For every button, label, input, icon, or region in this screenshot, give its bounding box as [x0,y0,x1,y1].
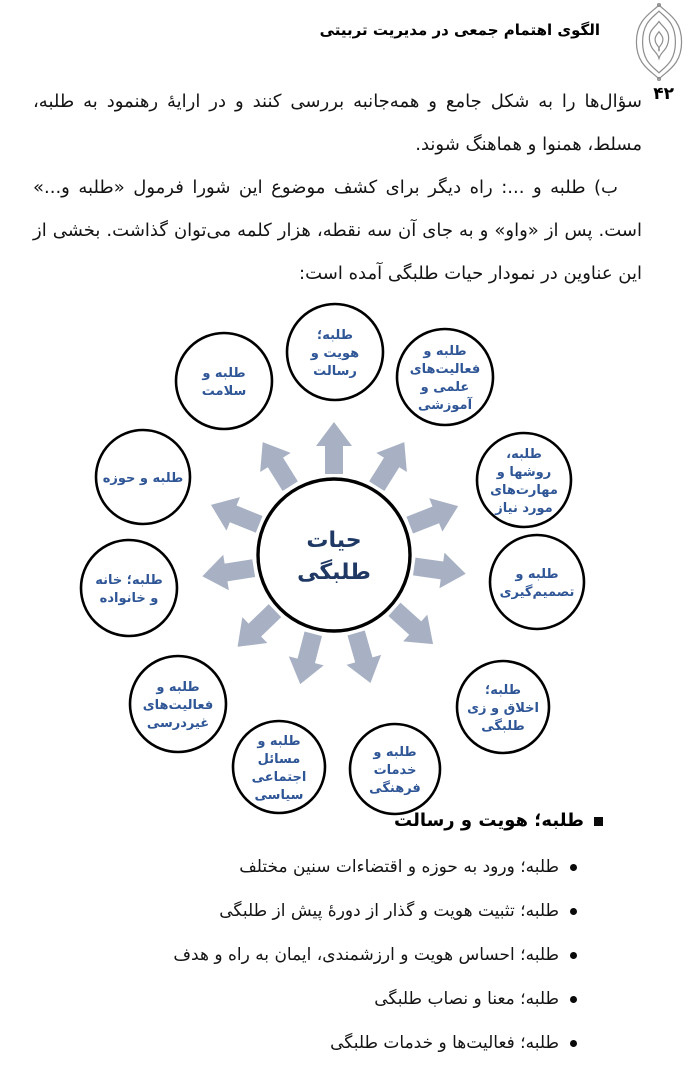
list-section [40,805,603,1065]
node-circle [490,535,584,629]
list-item-label: طلبه؛ ورود به حوزه و اقتضاءات سنین مختلف [239,857,559,877]
radial-arrow-icon [339,628,388,688]
node-circle [176,333,272,429]
node-label-line: روشها و [496,465,552,480]
node-label-line: طلبگی [481,719,525,734]
paragraph-line: این عناوین در نمودار حیات طلبگی آمده است: [299,263,642,284]
radial-arrow-icon [412,549,469,592]
diagram-node-home-family [81,540,177,636]
radial-arrow-icon [247,433,305,496]
node-label-line: سلامت [201,384,247,399]
list-item [40,977,577,1021]
diagram-node-cultural-services [350,724,440,814]
diagram-node-socio-political-issues [233,721,325,813]
circle-bullet-icon [570,908,577,915]
node-label-line: تصمیم‌گیری [499,585,575,600]
diagram-node-scientific-educational-activities [397,329,493,425]
node-label-line: طلبه؛ [485,683,521,698]
diagram-node-health [176,333,272,429]
paragraph-line: سؤال‌ها را به شکل جامع و همه‌جانبه بررسی کنند و در ارایهٔ رهنمود به طلبه، [33,91,642,112]
node-label-line: اخلاق و زی [467,701,539,716]
node-label-line: مسائل [257,752,301,767]
node-label-line: فرهنگی [369,781,421,796]
node-circle [81,540,177,636]
list-item-label: طلبه؛ فعالیت‌ها و خدمات طلبگی [330,1033,559,1053]
node-label-line: طلبه؛ [317,328,353,343]
radial-arrow-icon [283,629,331,688]
page-header-title: الگوی اهتمام جمعی در مدیریت تربیتی [319,21,600,39]
diagram-node-hawza [96,430,190,524]
paragraph-line: مسلط، همنوا و هماهنگ شوند. [415,134,642,155]
node-label-line: رسالت [313,364,357,379]
diagram-node-extracurricular-activities [130,656,226,752]
hub-label-line: حیات [306,528,362,553]
list-item [40,933,577,977]
node-label-line: طلبه، [506,447,542,462]
node-label-line: خدمات [373,763,417,778]
node-label-line: طلبه و [257,734,301,749]
list-item-label: طلبه؛ تثبیت هویت و گذار از دورهٔ پیش از طلبگی [219,901,559,921]
list-item [40,1021,577,1065]
hub-circle [258,479,410,631]
node-label-line: مورد نیاز [495,501,553,516]
node-label-line: طلبه و [202,366,246,381]
node-label-line: طلبه و [423,344,467,359]
diagram-center-hub [258,479,410,631]
node-label-line: غیردرسی [146,716,210,731]
list-heading [40,805,603,837]
list-heading-label: طلبه؛ هویت و رسالت [394,810,584,831]
node-label-line: اجتماعی [251,770,307,785]
list-item [40,889,577,933]
node-label-line: علمی و [420,380,470,395]
list-item [40,845,577,889]
node-label-line: فعالیت‌های [409,362,481,377]
diagram-node-identity-mission [287,304,383,400]
list-item-label: طلبه؛ معنا و نصاب طلبگی [374,989,559,1009]
node-label-line: سیاسی [254,788,304,803]
radial-arrow-icon [403,489,465,542]
radial-arrow-icon [204,488,266,541]
node-label-line: و خانواده [99,591,159,606]
circle-bullet-icon [570,996,577,1003]
talabegi-life-diagram [0,295,700,823]
radial-arrow-icon [200,550,257,594]
body-text [33,80,642,295]
paragraph-line: است. پس از «واو» و به جای آن سه نقطه، هزار کلمه می‌توان گذاشت. بخشی از [33,220,642,241]
node-label-line: فعالیت‌های [142,698,214,713]
paragraph-line: ب) طلبه و ...: راه دیگر برای کشف موضوع این شورا فرمول «طلبه و...» [33,177,618,198]
circle-bullet-icon [570,952,577,959]
ornament-icon [628,3,690,81]
radial-arrow-icon [316,422,352,474]
node-label-line: طلبه و [515,567,559,582]
square-bullet-icon [594,817,603,826]
node-label-line: آموزشی [417,398,473,413]
node-label-line: طلبه؛ خانه [95,573,163,588]
diagram-node-decision-making [490,535,584,629]
node-label-line: طلبه و [373,745,417,760]
diagram-node-ethics-clerical-garb [457,661,549,753]
diagram-node-methods-skills [477,433,571,527]
page-number: ۴۲ [653,84,674,104]
list-items [40,845,603,1065]
circle-bullet-icon [570,864,577,871]
node-label-line: مهارت‌های [490,483,558,498]
hub-label-line: طلبگی [297,560,371,585]
node-label-line: طلبه و حوزه [102,471,184,486]
node-label-line: هویت و [310,346,360,361]
list-item-label: طلبه؛ احساس هویت و ارزشمندی، ایمان به راه و هدف [173,945,559,965]
node-label-line: طلبه و [156,680,200,695]
circle-bullet-icon [570,1040,577,1047]
